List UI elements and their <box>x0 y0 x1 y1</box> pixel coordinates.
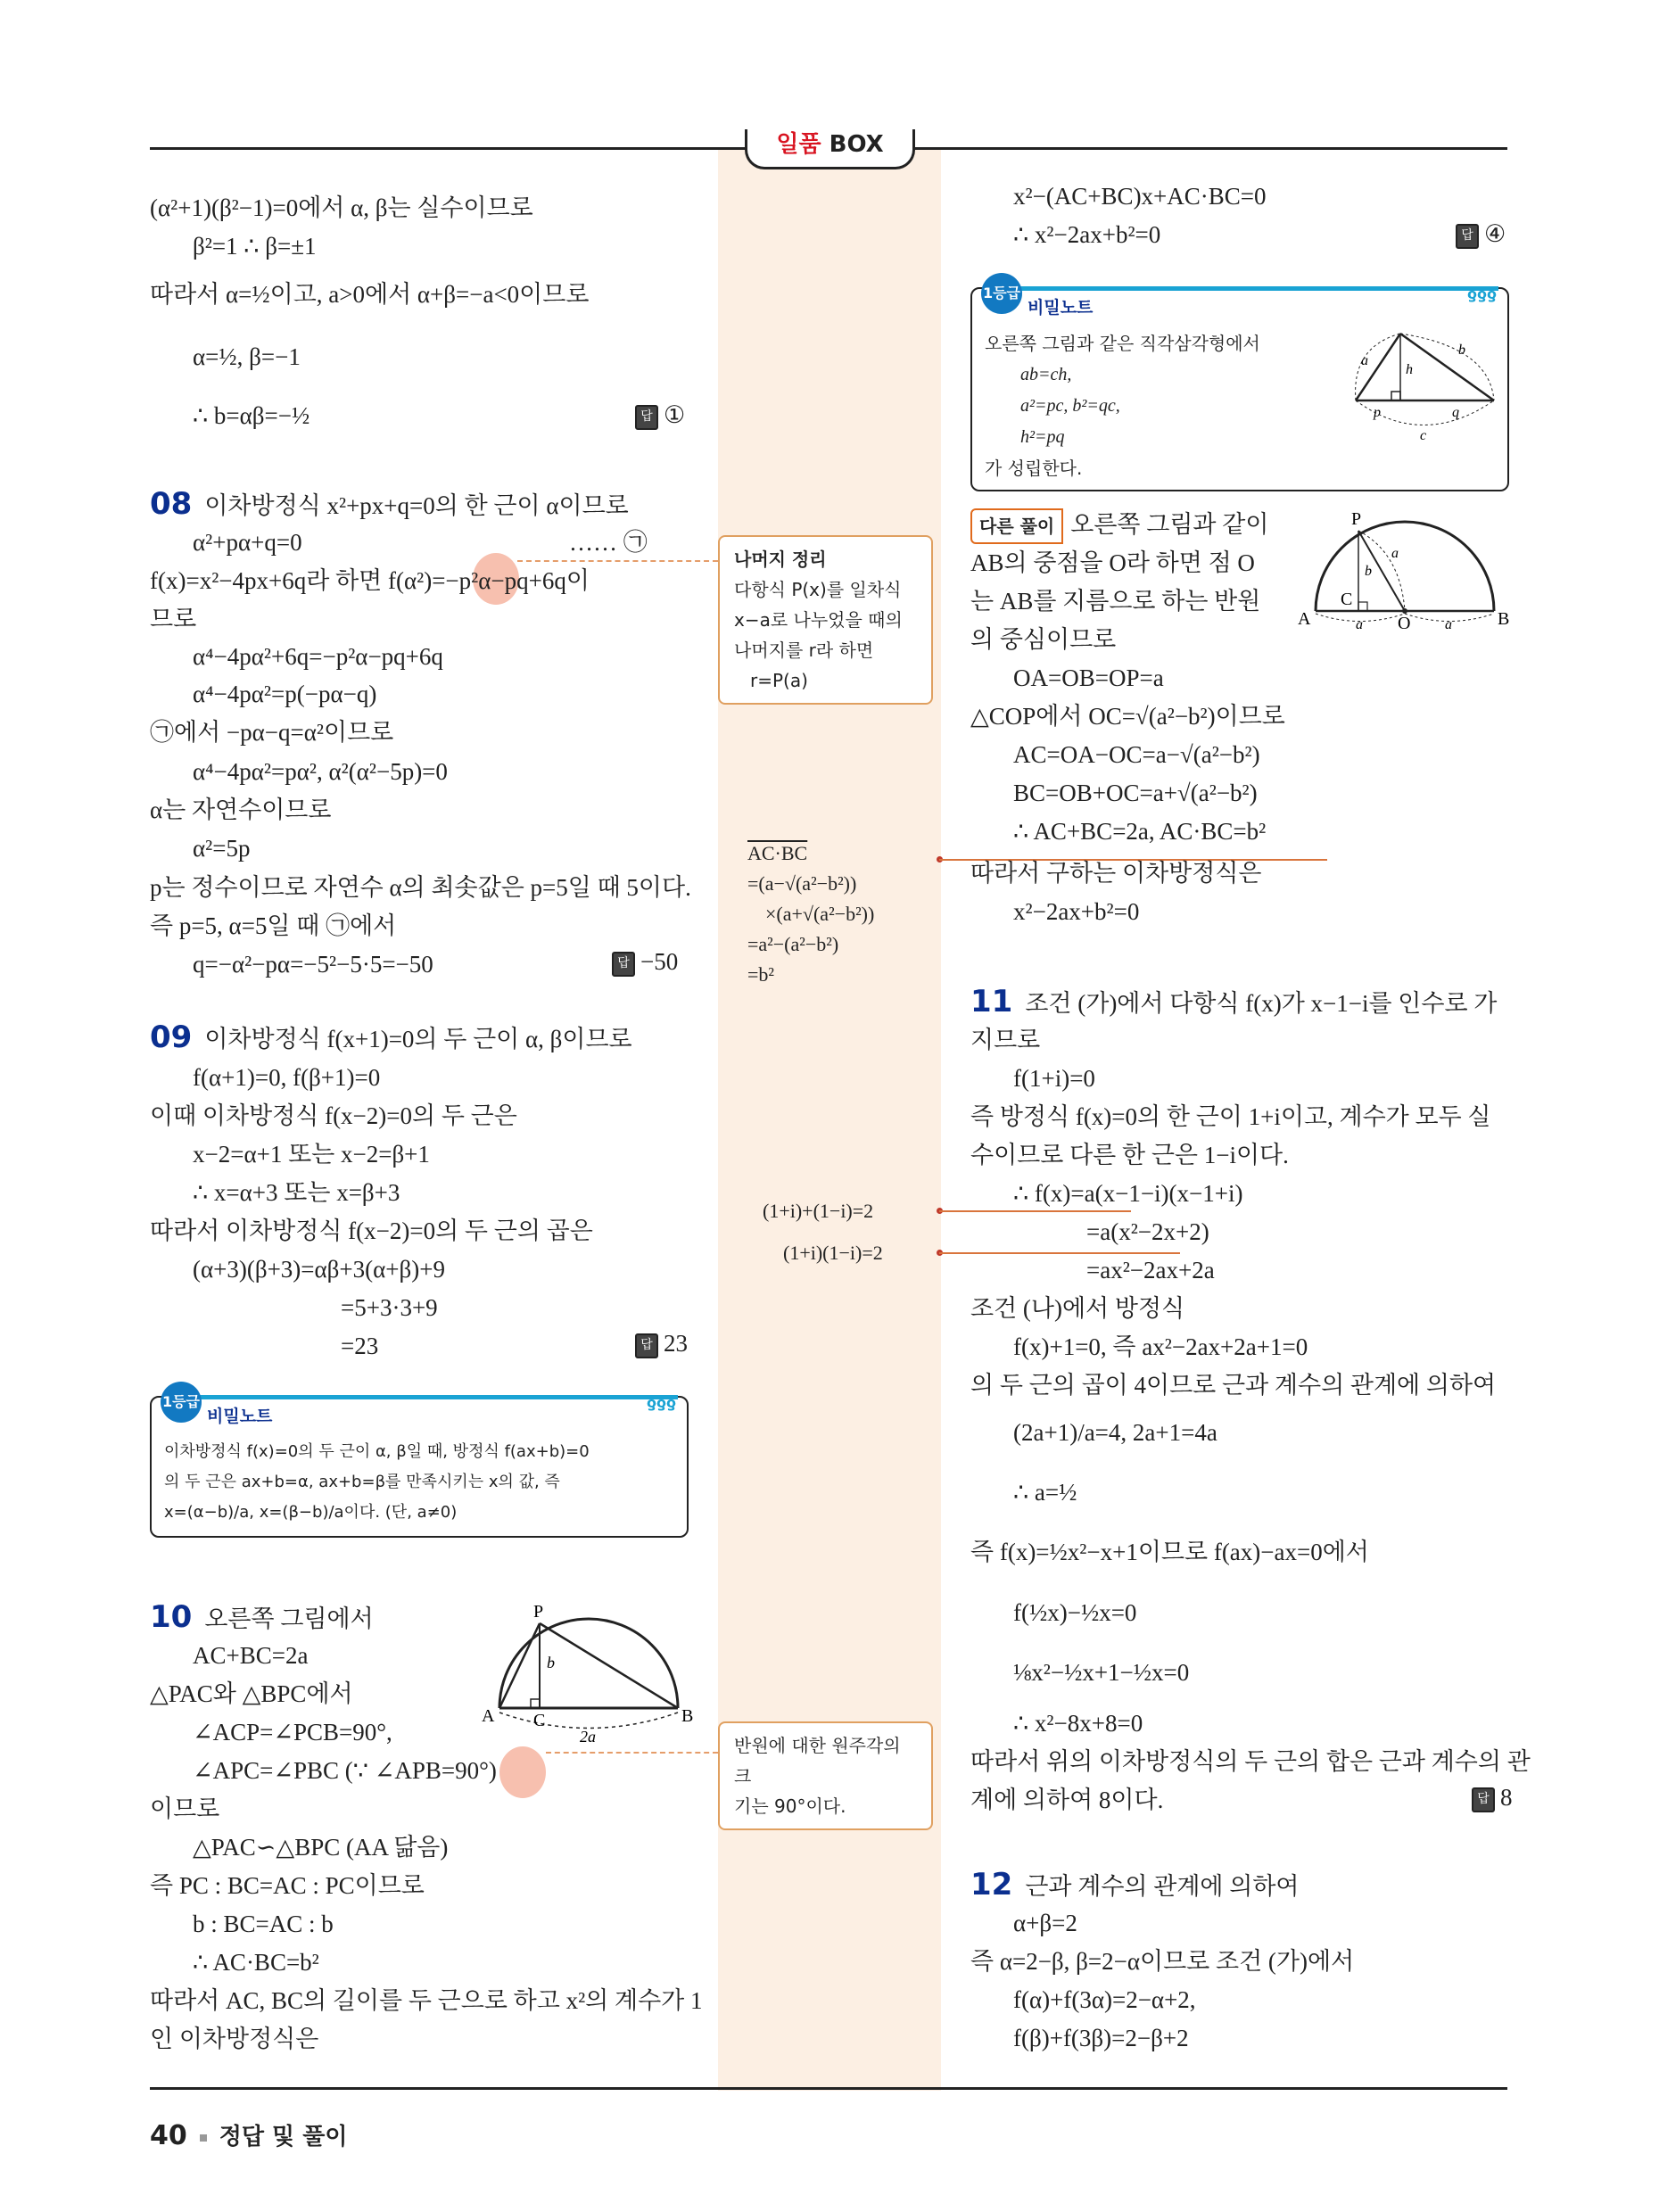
svg-text:A: A <box>482 1706 495 1726</box>
svg-text:a: a <box>1361 353 1368 368</box>
acbc-calculation <box>747 838 874 990</box>
secret-note-box <box>970 287 1509 491</box>
calc-line: ×(a+√(a²−b²)) <box>765 903 875 925</box>
svg-text:b: b <box>1365 564 1372 579</box>
complex-product-note: (1+i)(1−i)=2 <box>783 1242 883 1264</box>
svg-text:P: P <box>1351 509 1362 529</box>
question-number: 11 <box>970 984 1013 1019</box>
answer-marker <box>635 401 685 430</box>
text-line: ∴ x²−8x+8=0 <box>1013 1710 1143 1737</box>
text-line: x²−2ax+b²=0 <box>1013 898 1140 925</box>
text-line: 오른쪽 그림에서 <box>204 1605 374 1632</box>
text-line: △PAC∽△BPC (AA 닮음) <box>193 1834 449 1861</box>
question-10-header <box>150 1601 374 1635</box>
answer-icon: 답 <box>635 405 658 430</box>
text-line: 오른쪽 그림과 같이 <box>1070 511 1269 538</box>
text-line: b : BC=AC : b <box>193 1911 334 1937</box>
svg-text:P: P <box>533 1602 544 1622</box>
note-line: 오른쪽 그림과 같은 직각삼각형에서 <box>985 333 1260 354</box>
text-line: ∴ f(x)=a(x−1−i)(x−1+i) <box>1013 1180 1243 1207</box>
text-line: 이차방정식 f(x+1)=0의 두 근이 α, β이므로 <box>204 1026 632 1052</box>
text-line: 따라서 AC, BC의 길이를 두 근으로 하고 x²의 계수가 1 <box>150 1987 703 2014</box>
text-line: ∴ b=αβ=−½ <box>193 402 310 429</box>
text-line: 의 중심이므로 <box>970 626 1117 653</box>
question-number: 08 <box>150 486 193 522</box>
text-line: 따라서 구하는 이차방정식은 <box>970 860 1262 887</box>
text-line: x²−(AC+BC)x+AC·BC=0 <box>1013 183 1267 210</box>
text-line: (2a+1)/a=4, 2a+1=4a <box>1013 1419 1217 1446</box>
text-line: 므로 <box>150 606 197 632</box>
text-line: α⁴−4pα²+6q=−p²α−pq+6q <box>193 643 443 670</box>
side-box-line: x−a로 나누었을 때의 <box>734 609 903 631</box>
side-box-line: 나머지를 r라 하면 <box>734 640 874 661</box>
calc-line: =a²−(a²−b²) <box>747 933 839 955</box>
alt-solution-header <box>970 508 1268 544</box>
section-title: 정답 및 풀이 <box>219 2124 348 2150</box>
text-line: 따라서 α=½이고, a>0에서 α+β=−a<0이므로 <box>150 281 590 308</box>
text-line: ⅛x²−½x+1−½x=0 <box>1013 1659 1190 1686</box>
bullet-icon <box>200 2134 207 2142</box>
text-line: △COP에서 OC=√(a²−b²)이므로 <box>970 703 1285 730</box>
svg-text:a: a <box>1445 617 1452 632</box>
text-line: 조건 (나)에서 방정식 <box>970 1295 1185 1322</box>
svg-text:b: b <box>1458 343 1465 358</box>
text-line: 수이므로 다른 한 근은 1−i이다. <box>970 1142 1289 1168</box>
header-tab <box>745 129 915 169</box>
text-line: α=½, β=−1 <box>193 343 301 370</box>
semicircle-figure <box>482 1601 696 1762</box>
note-line: 이차방정식 f(x)=0의 두 근이 α, β일 때, 방정식 f(ax+b)=0 <box>164 1442 590 1461</box>
svg-text:q: q <box>1452 405 1459 420</box>
text-line: OA=OB=OP=a <box>1013 664 1164 691</box>
complex-sum-note: (1+i)+(1−i)=2 <box>763 1200 874 1222</box>
answer-icon: 답 <box>635 1333 658 1358</box>
side-box-line: 다항식 P(x)를 일차식 <box>734 579 902 600</box>
svg-text:p: p <box>1374 405 1381 420</box>
svg-text:A: A <box>1298 609 1311 629</box>
note-line: 의 두 근은 ax+b=α, ax+b=β를 만족시키는 x의 값, 즉 <box>164 1473 560 1491</box>
hooks-icon: ƍƍƍ <box>647 1394 676 1411</box>
text-line: ∠APC=∠PBC (∵ ∠APB=90°) <box>193 1757 497 1784</box>
text-line: f(α)+f(3α)=2−α+2, <box>1013 1986 1196 2013</box>
text-line: ∴ AC+BC=2a, AC·BC=b² <box>1013 818 1267 845</box>
grade-badge-icon: 1등급 <box>161 1382 202 1423</box>
answer-marker <box>1456 220 1506 249</box>
text-line: ㉠에서 −pα−q=α²이므로 <box>150 719 394 746</box>
note-top-bar <box>187 1395 678 1399</box>
remainder-theorem-box <box>718 535 933 705</box>
text-line: ∴ x=α+3 또는 x=β+3 <box>193 1179 400 1206</box>
calc-line: AC·BC <box>747 842 808 864</box>
text-line: f(β)+f(3β)=2−β+2 <box>1013 2025 1189 2051</box>
text-line: 근과 계수의 관계에 의하여 <box>1025 1873 1300 1900</box>
svg-text:c: c <box>1420 428 1427 443</box>
text-line: ∴ a=½ <box>1013 1479 1077 1506</box>
text-line: f(x)+1=0, 즉 ax²−2ax+2a+1=0 <box>1013 1333 1308 1360</box>
side-box-line: r=P(a) <box>750 670 808 691</box>
equation-tag: …… ㉠ <box>569 529 648 556</box>
text-line: 의 두 근의 곱이 4이므로 근과 계수의 관계에 의하여 <box>970 1372 1497 1399</box>
text-line: 즉 PC : BC=AC : PC이므로 <box>150 1872 425 1899</box>
answer-marker <box>1472 1784 1513 1812</box>
text-line: 즉 f(x)=½x²−x+1이므로 f(ax)−ax=0에서 <box>970 1539 1369 1565</box>
brand-red: 일품 <box>776 131 821 158</box>
answer-marker <box>612 948 678 977</box>
answer-icon: 답 <box>612 952 635 977</box>
text-line: BC=OB+OC=a+√(a²−b²) <box>1013 780 1258 806</box>
note-line: ab=ch, <box>1020 365 1072 384</box>
answer-value: ④ <box>1484 220 1506 247</box>
text-line: (α+3)(β+3)=αβ+3(α+β)+9 <box>193 1256 445 1283</box>
text-line: =ax²−2ax+2a <box>1086 1257 1215 1283</box>
text-line: 즉 방정식 f(x)=0의 한 근이 1+i이고, 계수가 모두 실 <box>970 1103 1491 1130</box>
svg-text:h: h <box>1406 362 1413 377</box>
text-line: 이므로 <box>150 1795 220 1822</box>
note-body <box>985 328 1260 484</box>
svg-text:B: B <box>681 1706 694 1726</box>
calc-line: =b² <box>747 963 775 986</box>
text-line: 계에 의하여 8이다. <box>970 1787 1164 1813</box>
text-line: ∴ AC·BC=b² <box>193 1949 319 1976</box>
connector-line <box>939 1210 1131 1212</box>
text-line: q=−α²−pα=−5²−5·5=−50 <box>193 951 433 978</box>
note-body <box>164 1437 590 1528</box>
note-top-bar <box>1008 286 1498 291</box>
text-line: 조건 (가)에서 다항식 f(x)가 x−1−i를 인수로 가 <box>1025 990 1498 1017</box>
side-box-line: 기는 90°이다. <box>734 1795 846 1817</box>
semicircle-center-figure <box>1298 508 1512 642</box>
page-footer <box>150 2118 347 2151</box>
text-line: ∴ x²−2ax+b²=0 <box>1013 221 1161 248</box>
answer-marker <box>635 1330 688 1358</box>
text-line: α²+pα+q=0 <box>193 529 302 556</box>
alt-solution-tag: 다른 풀이 <box>970 508 1063 544</box>
grade-badge-icon: 1등급 <box>981 273 1022 314</box>
svg-text:C: C <box>1341 590 1353 609</box>
question-number: 12 <box>970 1867 1013 1902</box>
question-11-header <box>970 986 1497 1019</box>
answer-value: 8 <box>1500 1784 1513 1811</box>
text-line: 즉 α=2−β, β=2−α이므로 조건 (가)에서 <box>970 1948 1355 1975</box>
note-title: 비밀노트 <box>207 1407 273 1426</box>
text-line: =a(x²−2x+2) <box>1086 1218 1209 1245</box>
svg-text:C: C <box>533 1711 546 1730</box>
text-line: AC+BC=2a <box>193 1642 309 1669</box>
text-line: α²=5p <box>193 835 251 862</box>
text-line: p는 정수이므로 자연수 α의 최솟값은 p=5일 때 5이다. <box>150 874 691 901</box>
text-line: α+β=2 <box>1013 1910 1077 1936</box>
svg-text:B: B <box>1498 609 1510 629</box>
text-line: f(x)=x²−4px+6q라 하면 f(α²)=−p²α−pq+6q이 <box>150 567 590 594</box>
text-line: 는 AB를 지름으로 하는 반원 <box>970 588 1261 615</box>
text-line: AB의 중점을 O라 하면 점 O <box>970 549 1255 576</box>
text-line: ∠ACP=∠PCB=90°, <box>193 1719 392 1746</box>
svg-text:2a: 2a <box>580 1728 596 1746</box>
side-box-title: 나머지 정리 <box>734 549 827 570</box>
semicircle-angle-box <box>718 1721 933 1830</box>
text-line: AC=OA−OC=a−√(a²−b²) <box>1013 741 1260 768</box>
note-line: x=(α−b)/a, x=(β−b)/a이다. (단, a≠0) <box>164 1503 458 1522</box>
text-line: α⁴−4pα²=pα², α²(α²−5p)=0 <box>193 758 448 785</box>
answer-value: −50 <box>640 948 679 975</box>
text-line: 인 이차방정식은 <box>150 2026 319 2052</box>
svg-text:a: a <box>1356 617 1363 632</box>
text-line: =23 <box>341 1333 379 1359</box>
question-08-header <box>150 488 629 522</box>
connector-dashed <box>517 560 718 562</box>
text-line: β²=1 ∴ β=±1 <box>193 233 317 260</box>
text-line: =5+3·3+9 <box>341 1294 438 1321</box>
page-number: 40 <box>150 2120 187 2151</box>
note-line: a²=pc, b²=qc, <box>1020 396 1120 416</box>
bottom-rule <box>150 2087 1507 2090</box>
right-triangle-figure <box>1347 329 1503 454</box>
svg-text:O: O <box>1398 614 1411 633</box>
text-line: α는 자연수이므로 <box>150 796 332 823</box>
text-line: f(1+i)=0 <box>1013 1065 1095 1092</box>
calc-line: =(a−√(a²−b²)) <box>747 872 857 895</box>
svg-text:b: b <box>547 1654 555 1671</box>
text-line: 즉 p=5, α=5일 때 ㉠에서 <box>150 912 397 939</box>
answer-icon: 답 <box>1472 1787 1495 1812</box>
answer-value: 23 <box>664 1330 688 1357</box>
text-line: 이때 이차방정식 f(x−2)=0의 두 근은 <box>150 1102 517 1129</box>
svg-text:a: a <box>1391 546 1399 561</box>
hooks-icon: ƍƍƍ <box>1467 285 1497 302</box>
text-line: (α²+1)(β²−1)=0에서 α, β는 실수이므로 <box>150 194 533 221</box>
note-line: 가 성립한다. <box>985 458 1083 479</box>
text-line: x−2=α+1 또는 x−2=β+1 <box>193 1141 430 1168</box>
note-title: 비밀노트 <box>1028 298 1094 318</box>
text-line: 따라서 위의 이차방정식의 두 근의 합은 근과 계수의 관 <box>970 1748 1531 1775</box>
note-line: h²=pq <box>1020 427 1065 447</box>
text-line: 이차방정식 x²+px+q=0의 한 근이 α이므로 <box>204 492 629 519</box>
question-number: 10 <box>150 1599 193 1635</box>
text-line: α⁴−4pα²=p(−pα−q) <box>193 681 377 707</box>
question-09-header <box>150 1021 632 1055</box>
text-line: f(α+1)=0, f(β+1)=0 <box>193 1064 381 1091</box>
text-line: 따라서 이차방정식 f(x−2)=0의 두 근의 곱은 <box>150 1217 593 1244</box>
brand-black: BOX <box>829 131 884 158</box>
answer-value: ① <box>664 401 686 428</box>
side-box-line: 반원에 대한 원주각의 크 <box>734 1735 901 1787</box>
text-line: △PAC와 △BPC에서 <box>150 1680 353 1707</box>
text-line: 지므로 <box>970 1027 1041 1053</box>
answer-icon: 답 <box>1456 224 1479 249</box>
question-12-header <box>970 1869 1299 1902</box>
text-line: f(½x)−½x=0 <box>1013 1599 1137 1626</box>
secret-note-box <box>150 1393 689 1538</box>
question-number: 09 <box>150 1019 193 1055</box>
